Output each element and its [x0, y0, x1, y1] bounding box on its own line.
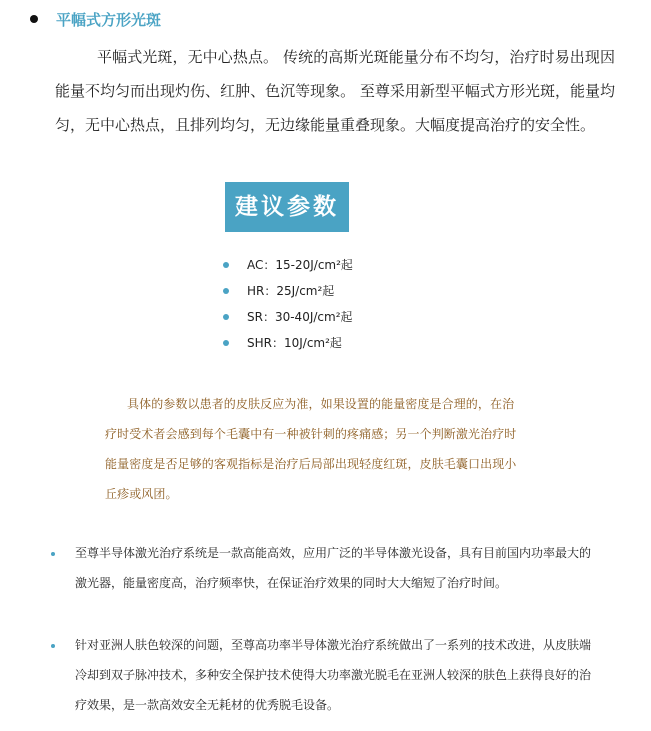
bullet-dot-icon	[223, 262, 229, 268]
params-item-text: SHR：10J/cm²起	[247, 336, 342, 350]
params-item-text: SR：30-40J/cm²起	[247, 310, 353, 324]
bullet-dot-icon	[223, 314, 229, 320]
params-item-text: AC：15-20J/cm²起	[247, 258, 353, 272]
bullet-dot-icon	[223, 340, 229, 346]
params-item	[220, 304, 353, 330]
params-list	[220, 252, 353, 356]
params-item-text: HR：25J/cm²起	[247, 284, 335, 298]
feature-paragraph-1: 至尊半导体激光治疗系统是一款高能高效，应用广泛的半导体激光设备，具有目前国内功率最大的激光器，能量密度高，治疗频率快，在保证治疗效果的同时大大缩短了治疗时间。	[75, 546, 592, 590]
feature-bullet-icon	[51, 644, 55, 648]
params-item	[220, 252, 353, 278]
params-badge: 建议参数	[225, 182, 349, 232]
params-item	[220, 330, 353, 356]
intro-paragraph: 平幅式光斑，无中心热点。 传统的高斯光斑能量分布不均匀，治疗时易出现因能量不均匀而出现灼伤、红肿、色沉等现象。 至尊采用新型平幅式方形光斑，能量均匀，无中心热点，且排列均匀，无边缘能量重叠现象。大幅度提高治疗的安全性。	[55, 48, 615, 134]
heading-bullet-icon	[30, 15, 38, 23]
feature-paragraph-2: 针对亚洲人肤色较深的问题，至尊高功率半导体激光治疗系统做出了一系列的技术改进，从皮肤端冷却到双子脉冲技术，多种安全保护技术使得大功率激光脱毛在亚洲人较深的肤色上获得良好的治疗效果，是一款高效安全无耗材的优秀脱毛设备。	[75, 638, 592, 712]
feature-bullet-icon	[51, 552, 55, 556]
params-item	[220, 278, 353, 304]
section-heading: 平幅式方形光斑	[56, 11, 162, 29]
bullet-dot-icon	[223, 288, 229, 294]
params-note: 具体的参数以患者的皮肤反应为准，如果设置的能量密度是合理的，在治疗时受术者会感到每个毛囊中有一种被针刺的疼痛感；另一个判断激光治疗时能量密度是否足够的客观指标是治疗后局部出现轻度红斑，皮肤毛囊口出现小丘疹或风团。	[105, 397, 517, 501]
